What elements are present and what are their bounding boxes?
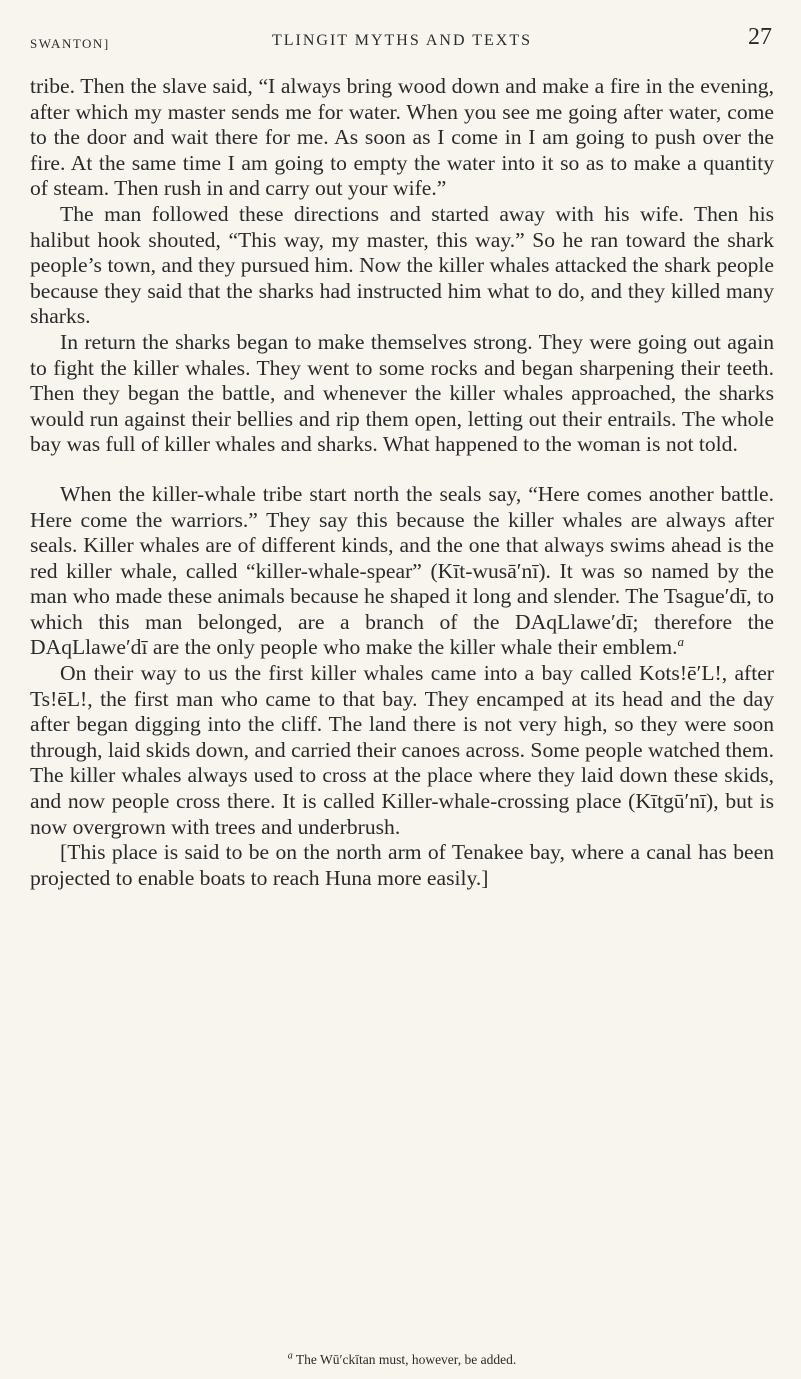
paragraph-kotsel-bay: On their way to us the first killer whales came into a bay called Kots!ē′L!, after Ts!ēL!, the first man who came to that bay. They encamped at its head and the day after began digging into the cliff. The land there is not very high, so they were soon through, laid skids down, and carried their canoes across. Some people watched them. The killer whales always used to cross at the place where they laid down these skids, and now people cross there. It is called Killer-whale-crossing place (Kītgū′nī), but is now overgrown with trees and underbrush. (30, 661, 774, 839)
paragraph-escape: The man followed these directions and started away with his wife. Then his halibut hook shouted, “This way, my master, this way.” So he ran toward the shark people’s town, and they pursued him. Now the killer whales attacked the shark people because they said that the sharks had instructed him what to do, and they killed many sharks. (30, 201, 774, 329)
footnote-reference: a (677, 634, 685, 650)
footnote (30, 1352, 774, 1368)
running-head (30, 24, 774, 58)
running-head-title: TLINGIT MYTHS AND TEXTS (271, 32, 533, 49)
paragraph-editorial-note: [This place is said to be on the north arm of Tenakee bay, where a canal has been projected to enable boats to reach Huna more easily.] (30, 840, 774, 890)
body-text (30, 74, 774, 891)
paragraph-killer-whale-tribe-text: When the killer-whale tribe start north the seals say, “Here comes another battle. Here come the warriors.” They say this because the killer whales are always after seals. Killer whales are of different kinds, and the one that always swims ahead is the red killer whale, called “killer-whale-spear” (Kīt-wusā′nī). It was so named by the man who made these animals because he shaped it long and slender. The Tsague′dī, to which this man belonged, are a branch of the DAqLlawe′dī; therefore the DAqLlawe′dī are the only people who make the killer whale their emblem. (30, 481, 774, 660)
page-number: 27 (748, 24, 772, 50)
paragraph-killer-whale-tribe (30, 482, 774, 661)
paragraph-shark-battle: In return the sharks began to make themselves strong. They were going out again to fight the killer whales. They went to some rocks and began sharpening their teeth. Then they began the battle, and whenever the killer whales approached, the sharks would run against their bellies and rip them open, letting out their entrails. The whole bay was full of killer whales and sharks. What happened to the woman is not told. (30, 329, 774, 457)
footnote-text: The Wū′ckītan must, however, be added. (295, 1352, 517, 1367)
running-head-author: SWANTON] (30, 36, 110, 51)
footnote-marker: a (287, 1350, 293, 1362)
paragraph-slave-plan: tribe. Then the slave said, “I always bring wood down and make a fire in the evening, after which my master sends me for water. When you see me going after water, come to the door and wait there for me. As soon as I come in I am going to push over the fire. At the same time I am going to empty the water into it so as to make a quantity of steam. Then rush in and carry out your wife.” (30, 74, 774, 201)
